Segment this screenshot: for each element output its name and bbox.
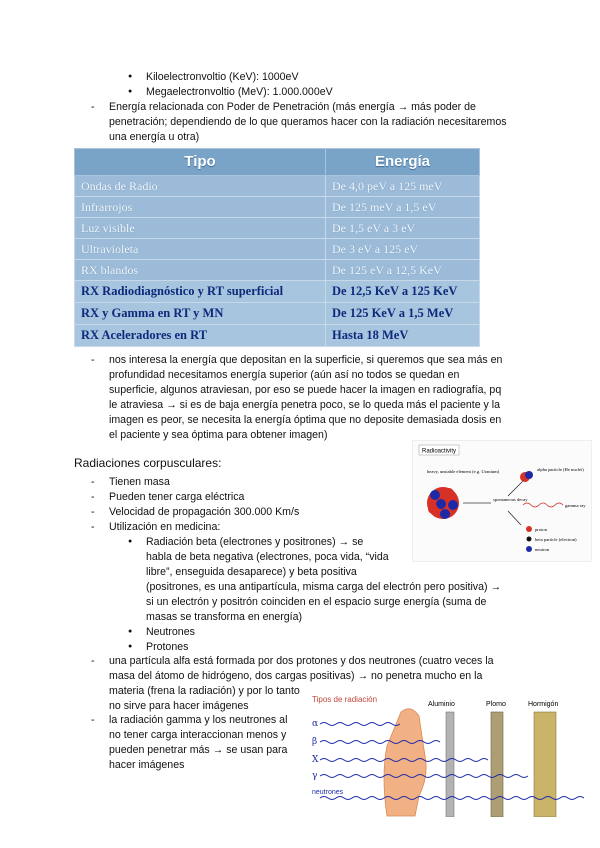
- gamma-line-1: - la radiación gamma y los neutrones al: [109, 713, 287, 728]
- legend-proton: proton: [535, 527, 547, 532]
- beta-line-1: ● Radiación beta (electrones y positrones) → se: [146, 535, 363, 550]
- gamma-wave-icon: [523, 503, 563, 507]
- gamma-line-3: pueden penetrar más → se usan para: [109, 744, 288, 756]
- penetration-line-1: - Energía relacionada con Poder de Penetración (más energía → más poder de: [109, 100, 476, 115]
- ray-gamma: γ: [312, 771, 318, 781]
- beta-line-4: (positrones, es una antipartícula, misma carga del electrón pero positiva) →: [146, 581, 502, 593]
- fig1-alpha-label: alpha particle (He nuclei): [537, 467, 584, 472]
- beta-line-5: si un electrón y positrón coinciden en el espacio surge energía (suma de: [146, 596, 487, 608]
- table-cell: Hasta 18 MeV: [326, 325, 480, 347]
- section-title: Radiaciones corpusculares:: [74, 456, 222, 470]
- legend-neutron: neutron: [535, 547, 550, 552]
- ray-x: X: [312, 755, 319, 765]
- surface-line-1: - nos interesa la energía que depositan en la superficie, si queremos que sea más en: [109, 353, 502, 368]
- ray-beta: β: [312, 737, 318, 747]
- beta-line-3: libre”, enseguida desaparece) y beta positiva: [146, 566, 357, 578]
- table-cell: Ondas de Radio: [75, 176, 326, 197]
- material-hormigon: Hormigón: [528, 701, 559, 708]
- table-cell: De 3 eV a 125 eV: [326, 239, 480, 260]
- alpha-line-2: masa del átomo de hidrógeno, dos cargas positivas) → no penetra mucho en la: [109, 670, 483, 682]
- ray-neutrons: neutrones: [312, 789, 344, 796]
- unit-mev: ● Megaelectronvoltio (MeV): 1.000.000eV: [146, 85, 333, 100]
- radiation-types-diagram: [306, 692, 596, 817]
- table-cell: Luz visible: [75, 218, 326, 239]
- surface-line-6: el paciente y sea óptima para obtener imagen): [109, 429, 328, 441]
- gamma-line-2: no tener carga interaccionan menos y: [109, 729, 287, 741]
- prop-item: - Pueden tener carga eléctrica: [109, 490, 244, 505]
- table-cell: RX y Gamma en RT y MN: [75, 303, 326, 325]
- neutron-icon: [526, 546, 532, 552]
- radiation-types-figure: [306, 692, 596, 817]
- table-cell: De 1,5 eV a 3 eV: [326, 218, 480, 239]
- fig1-decay-label: spontaneous decay: [493, 497, 528, 502]
- header-energia: Energía: [326, 149, 480, 176]
- electron-icon: [527, 537, 532, 542]
- table-cell: De 125 meV a 1,5 eV: [326, 197, 480, 218]
- table-cell: De 125 KeV a 1,5 MeV: [326, 303, 480, 325]
- neutrons-item: ● Neutrones: [146, 625, 195, 640]
- alpha-line-1: - una partícula alfa está formada por dos protones y dos neutrones (cuatro veces la: [109, 654, 494, 669]
- energy-table: [74, 148, 480, 347]
- legend-electron: beta particle (electron): [535, 537, 577, 542]
- concrete-block: [534, 712, 556, 817]
- beta-line-6: masas se transforma en energía): [146, 611, 303, 623]
- unit-kev: ● Kiloelectronvoltio (KeV): 1000eV: [146, 70, 299, 85]
- table-cell: RX Aceleradores en RT: [75, 325, 326, 347]
- surface-line-2: profundidad necesitamos energía superior (aún así no todos se quedan en: [109, 369, 460, 381]
- lead-plate: [491, 712, 503, 817]
- table-cell: De 12,5 KeV a 125 KeV: [326, 281, 480, 303]
- surface-line-5: imagen es peor, se necesita la energía óptima que no deposite demasiada dosis en: [109, 414, 502, 426]
- ray-alpha-wave: [320, 723, 400, 726]
- proton-icon: [526, 526, 532, 532]
- gamma-line-4: hacer imágenes: [109, 759, 185, 771]
- alpha-line-3: materia (frena la radiación) y por lo tanto: [109, 685, 300, 697]
- fig1-title: Radioactivity: [422, 448, 457, 455]
- radioactivity-figure: [412, 440, 592, 562]
- table-cell: Infrarrojos: [75, 197, 326, 218]
- penetration-line-2: penetración; dependiendo de lo que queramos hacer con la radiación necesitaremos: [109, 116, 507, 128]
- surface-line-3: superficie, algunos atraviesan, por eso se puede hacer la imagen en radiografía, pq: [109, 384, 502, 396]
- table-cell: De 4,0 peV a 125 meV: [326, 176, 480, 197]
- table-cell: RX Radiodiagnóstico y RT superficial: [75, 281, 326, 303]
- table-cell: Ultravioleta: [75, 239, 326, 260]
- material-aluminio: Aluminio: [428, 701, 455, 708]
- table-cell: RX blandos: [75, 260, 326, 281]
- prop-item: - Utilización en medicina:: [109, 520, 220, 535]
- prop-item: - Velocidad de propagación 300.000 Km/s: [109, 505, 299, 520]
- radioactivity-diagram: [413, 441, 591, 561]
- nucleus-icon: [427, 487, 459, 519]
- hand-icon: [384, 709, 426, 816]
- beta-line-2: habla de beta negativa (electrones, poca vida, “vida: [146, 551, 389, 563]
- material-plomo: Plomo: [486, 701, 506, 708]
- alpha-line-4: no sirve para hacer imágenes: [109, 700, 249, 712]
- fig1-nucleus-label: heavy, unstable element (e.g. Uranium): [427, 469, 500, 474]
- fig2-title: Tipos de radiación: [312, 695, 378, 704]
- penetration-line-3: una energía u otra): [109, 131, 200, 143]
- header-tipo: Tipo: [75, 149, 326, 176]
- protons-item: ● Protones: [146, 640, 188, 655]
- table-cell: De 125 eV a 12,5 KeV: [326, 260, 480, 281]
- prop-item: - Tienen masa: [109, 475, 170, 490]
- fig1-gamma-label: gamma ray: [565, 503, 586, 508]
- ray-alpha: α: [312, 719, 319, 729]
- aluminium-plate: [446, 712, 454, 817]
- surface-line-4: le atraviesa → si es de baja energía penetra poco, se lo queda más el paciente y la: [109, 399, 501, 411]
